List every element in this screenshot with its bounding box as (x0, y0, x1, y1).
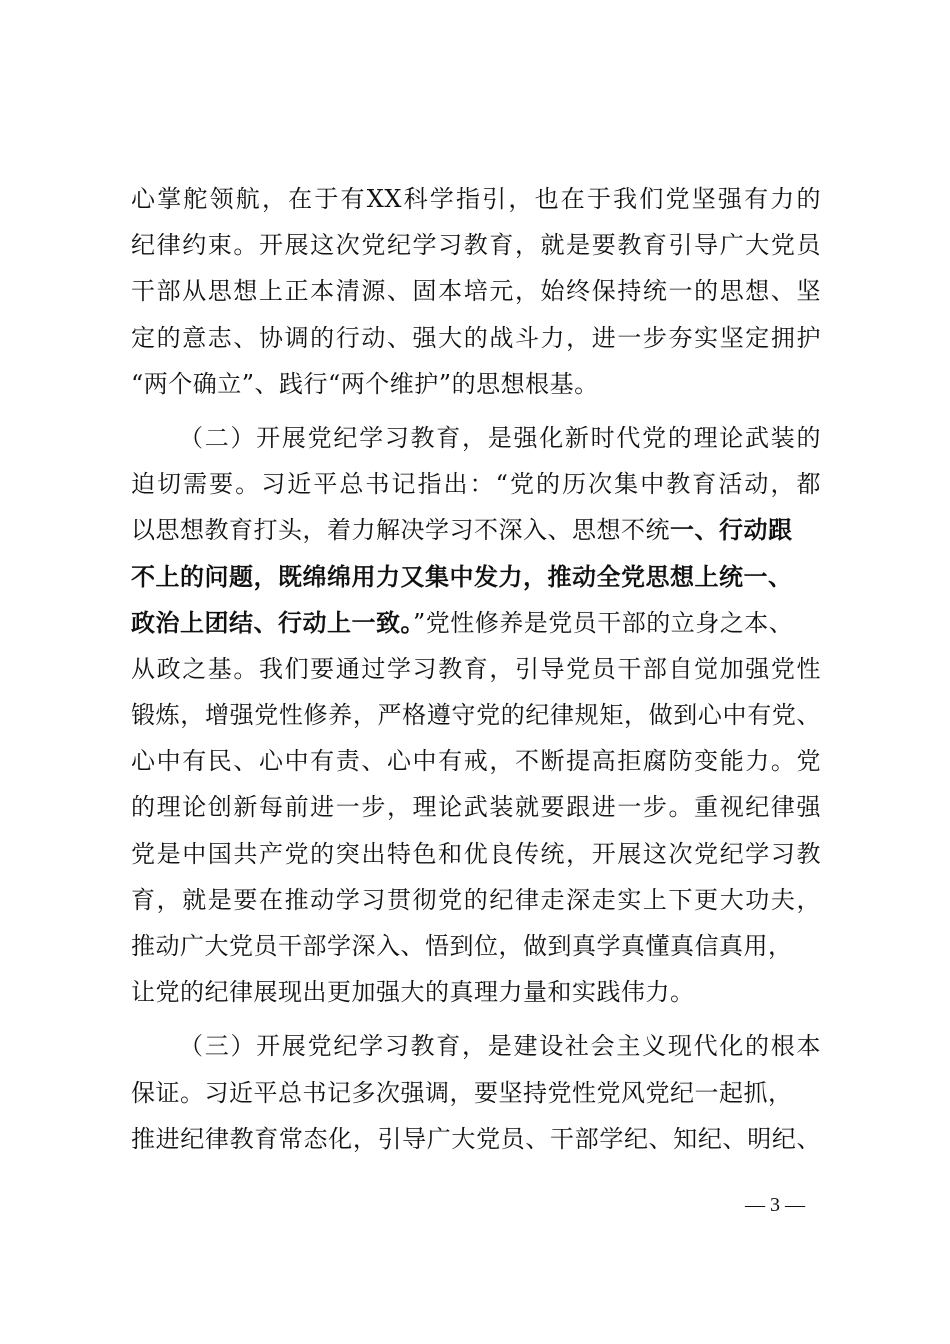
paragraph-2-line-10: 党是中国共产党的突出特色和优良传统，开展这次党纪学习教 (131, 839, 821, 868)
paragraph-2-heading-line: （二）开展党纪学习教育，是强化新时代党的理论武装的 (179, 423, 821, 452)
paragraph-2-line-3-text: 以思想教育打头，着力解决学习不深入、思想不统 (131, 516, 670, 545)
paragraph-2-line-3 (131, 507, 821, 553)
paragraph-1-line-3: 干部从思想上正本清源、固本培元，始终保持统一的思想、坚 (131, 277, 821, 306)
paragraph-2-line-5 (131, 600, 821, 646)
paragraph-2-line-8: 心中有民、心中有责、心中有戒，不断提高拒腐防变能力。党 (131, 747, 821, 776)
paragraph-3-line-3: 推进纪律教育常态化，引导广大党员、干部学纪、知纪、明纪、 (131, 1124, 821, 1153)
paragraph-1-line-5: “两个确立”、践行“两个维护”的思想根基。 (131, 369, 599, 398)
paragraph-2-line-5-text: ”党性修养是党员干部的立身之本、 (413, 608, 794, 637)
paragraph-2-line-7: 锻炼，增强党性修养，严格遵守党的纪律规矩，做到心中有党、 (131, 701, 821, 730)
paragraph-2-line-4-bold: 不上的问题，既绵绵用力又集中发力，推动全党思想上统一、 (131, 562, 793, 591)
paragraph-2-line-9: 的理论创新每前进一步，理论武装就要跟进一步。重视纪律强 (131, 793, 821, 822)
paragraph-2-line-13: 让党的纪律展现出更加强大的真理力量和实践伟力。 (131, 978, 695, 1007)
paragraph-3-heading-line: （三）开展党纪学习教育，是建设社会主义现代化的根本 (179, 1032, 821, 1061)
paragraph-1-line-2: 纪律约束。开展这次党纪学习教育，就是要教育引导广大党员 (131, 231, 821, 260)
paragraph-2-line-11: 育，就是要在推动学习贯彻党的纪律走深走实上下更大功夫， (131, 885, 821, 914)
paragraph-2-line-6: 从政之基。我们要通过学习教育，引导党员干部自觉加强党性 (131, 654, 821, 683)
paragraph-3-line-2: 保证。习近平总书记多次强调，要坚持党性党风党纪一起抓， (131, 1078, 793, 1107)
paragraph-2-line-5-bold-text: 政治上团结、行动上一致。 (131, 608, 413, 637)
paragraph-3 (131, 1023, 821, 1162)
paragraph-2-line-3-bold-text: 一、行动跟 (670, 516, 793, 545)
paragraph-1-line-1: 心掌舵领航，在于有XX科学指引，也在于我们党坚强有力的 (131, 185, 821, 213)
body-text (131, 176, 821, 1162)
paragraph-1 (131, 176, 821, 407)
paragraph-2-line-2: 迫切需要。习近平总书记指出：“党的历次集中教育活动，都 (131, 470, 821, 499)
paragraph-2-line-12: 推动广大党员干部学深入、悟到位，做到真学真懂真信真用， (131, 932, 793, 960)
paragraph-1-line-4: 定的意志、协调的行动、强大的战斗力，进一步夯实坚定拥护 (131, 323, 821, 352)
page-number: — 3 — (745, 1194, 805, 1216)
paragraph-2 (131, 415, 821, 1015)
